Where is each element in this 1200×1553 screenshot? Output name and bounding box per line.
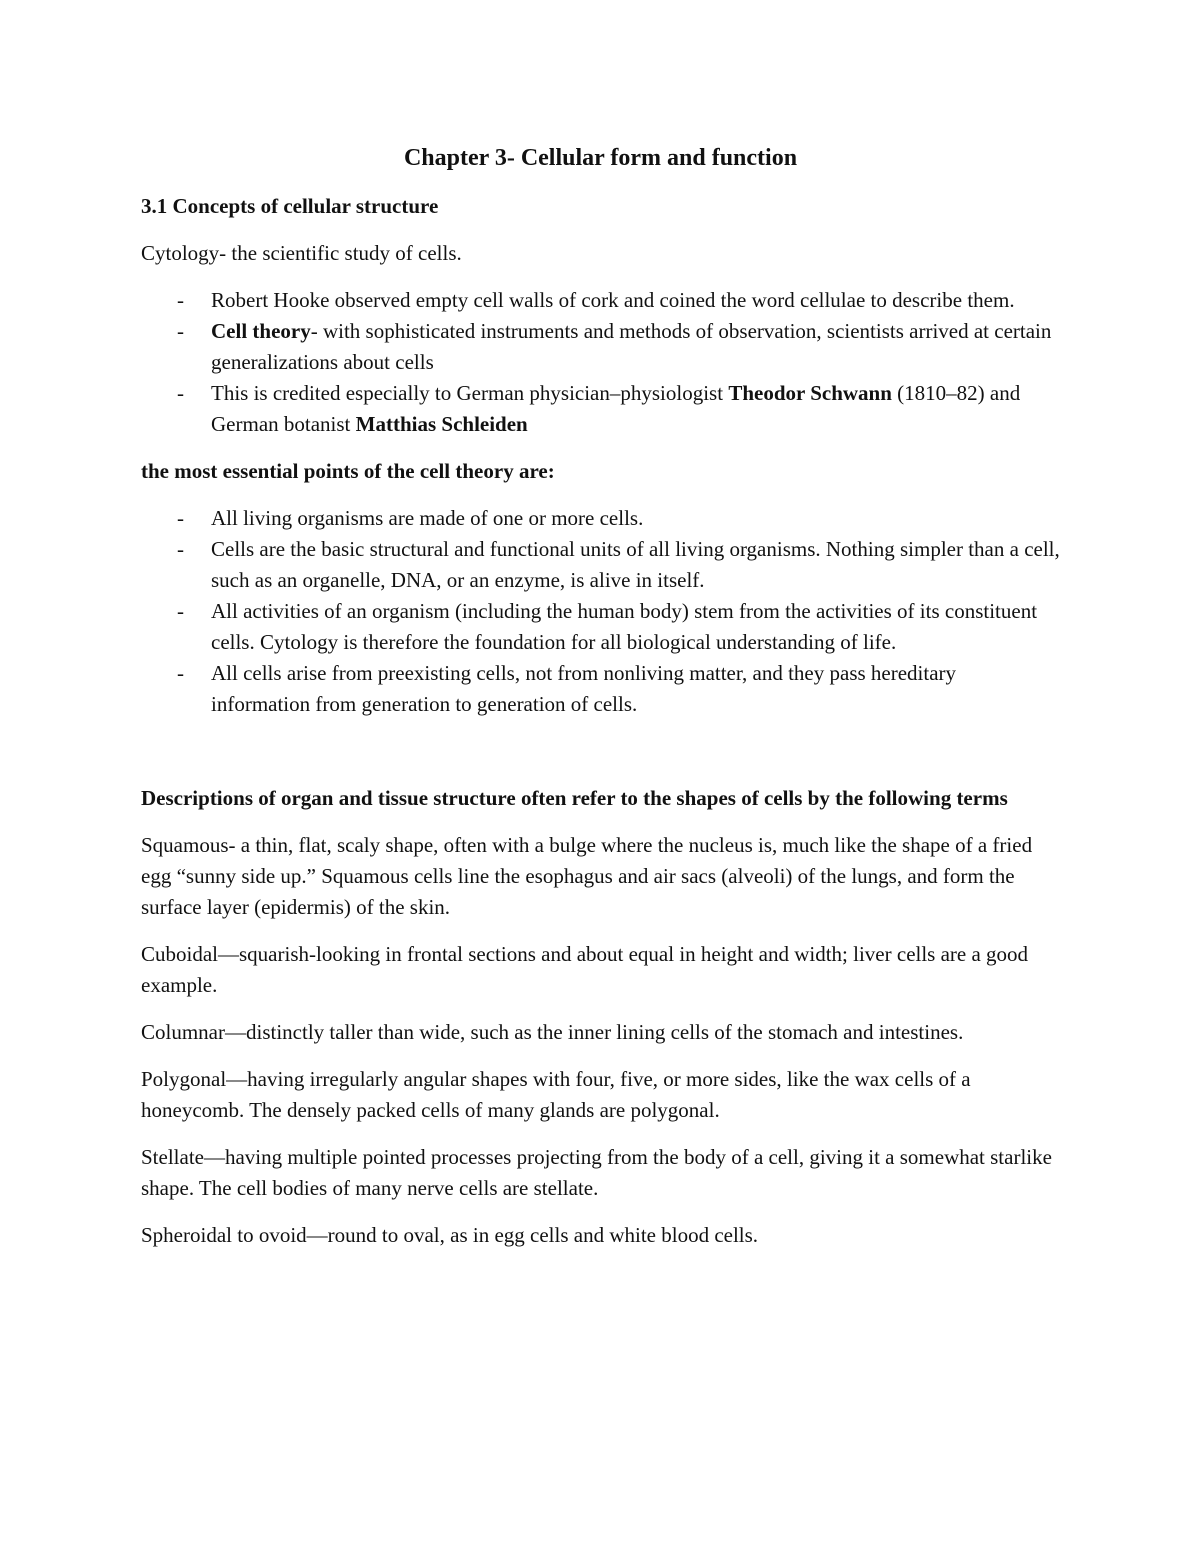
chapter-title: Chapter 3- Cellular form and function bbox=[403, 145, 798, 171]
cell-shapes-heading: Descriptions of organ and tissue structure often refer to the shapes of cells by the following terms bbox=[141, 786, 1008, 810]
blank-line bbox=[141, 736, 1060, 783]
section-bullet-list bbox=[141, 285, 1060, 440]
dash-marker: - bbox=[177, 506, 184, 530]
list-item bbox=[141, 316, 1060, 378]
dash-marker: - bbox=[177, 661, 184, 685]
list-item bbox=[141, 285, 1060, 316]
dash-marker: - bbox=[177, 537, 184, 561]
shape-paragraph-columnar: Columnar—distinctly taller than wide, such as the inner lining cells of the stomach and intestines. bbox=[141, 1020, 964, 1044]
shape-paragraph-squamous: Squamous- a thin, flat, scaly shape, often with a bulge where the nucleus is, much like the shape of a fried egg “sunny side up.” Squamous cells line the esophagus and air sacs (alveoli) of the lungs, and form the surface layer (epidermis) of the skin. bbox=[141, 833, 1033, 919]
shape-paragraph-polygonal: Polygonal—having irregularly angular shapes with four, five, or more sides, like the wax cells of a honeycomb. The densely packed cells of many glands are polygonal. bbox=[141, 1067, 971, 1122]
cell-theory-term: Cell theory bbox=[211, 319, 311, 343]
list-item bbox=[141, 658, 1060, 720]
schleiden-name: Matthias Schleiden bbox=[355, 412, 528, 436]
list-item bbox=[141, 378, 1060, 440]
list-item bbox=[141, 503, 1060, 534]
list-item-text: Robert Hooke observed empty cell walls of cork and coined the word cellulae to describe them. bbox=[211, 288, 1015, 312]
dash-marker: - bbox=[177, 599, 184, 623]
list-item bbox=[141, 596, 1060, 658]
list-item-text: All cells arise from preexisting cells, not from nonliving matter, and they pass hereditary information from generation to generation of cells. bbox=[211, 661, 957, 716]
list-item-text: All activities of an organism (including the human body) stem from the activities of its constituent cells. Cytology is therefore the foundation for all biological understanding of life. bbox=[211, 599, 1038, 654]
dash-marker: - bbox=[177, 381, 184, 405]
section-heading: 3.1 Concepts of cellular structure bbox=[141, 194, 439, 218]
shape-paragraph-spheroidal: Spheroidal to ovoid—round to oval, as in egg cells and white blood cells. bbox=[141, 1223, 759, 1247]
list-item-text: (1810–82) and German botanist bbox=[211, 381, 1021, 436]
dash-marker: - bbox=[177, 319, 184, 343]
list-item-text: All living organisms are made of one or more cells. bbox=[211, 506, 644, 530]
cell-theory-list bbox=[141, 503, 1060, 720]
cytology-definition: Cytology- the scientific study of cells. bbox=[141, 241, 462, 265]
schwann-name: Theodor Schwann bbox=[728, 381, 892, 405]
list-item-text: Cells are the basic structural and functional units of all living organisms. Nothing simpler than a cell, such as an organelle, DNA, or an enzyme, is alive in itself. bbox=[211, 537, 1060, 592]
shape-paragraph-cuboidal: Cuboidal—squarish-looking in frontal sections and about equal in height and width; liver cells are a good example. bbox=[141, 942, 1029, 997]
list-item-text: - with sophisticated instruments and methods of observation, scientists arrived at certain generalizations about cells bbox=[211, 319, 1052, 374]
dash-marker: - bbox=[177, 288, 184, 312]
cell-theory-heading: the most essential points of the cell theory are: bbox=[141, 459, 555, 483]
list-item-text: This is credited especially to German physician–physiologist bbox=[211, 381, 729, 405]
list-item bbox=[141, 534, 1060, 596]
shape-paragraph-stellate: Stellate—having multiple pointed processes projecting from the body of a cell, giving it a somewhat starlike shape. The cell bodies of many nerve cells are stellate. bbox=[141, 1145, 1052, 1200]
